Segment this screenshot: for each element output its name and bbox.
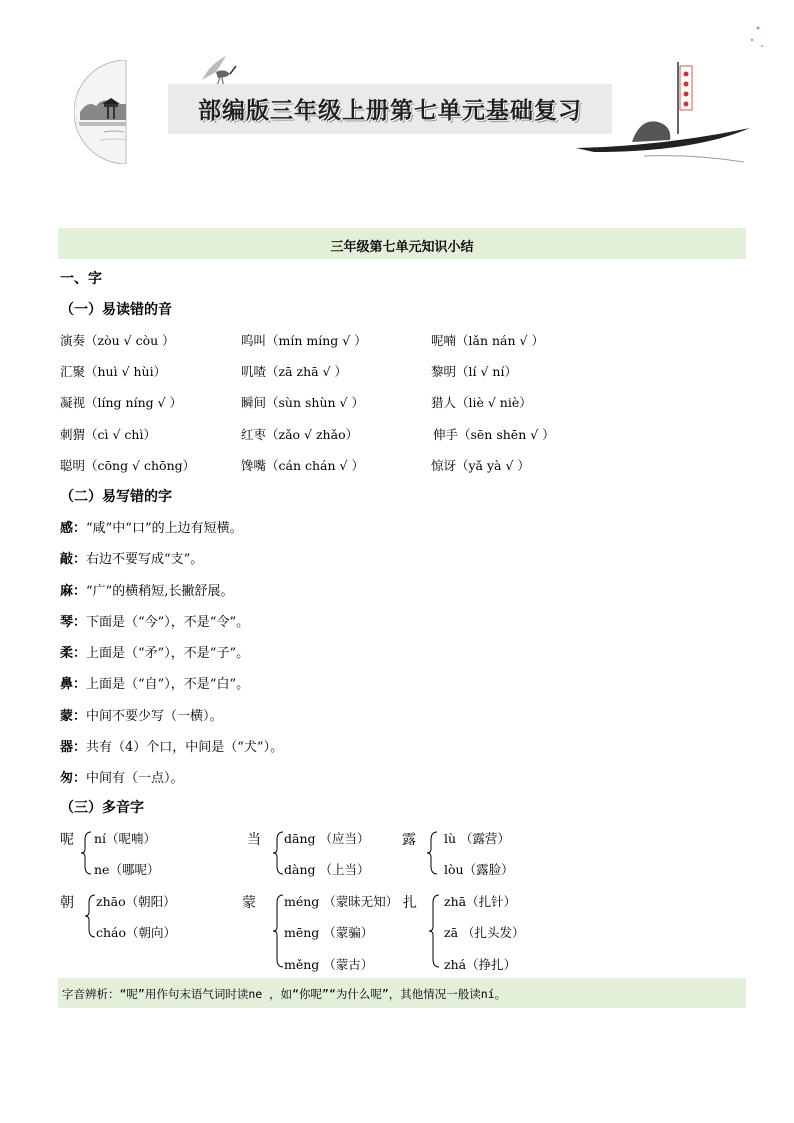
pronunciation-item: 呜叫（mín míng √ ） <box>241 333 367 348</box>
polyphonic-reading: cháo（朝向） <box>96 925 177 940</box>
writing-tip: “广”的横稍短,长撇舒展。 <box>86 584 234 599</box>
polyphonic-reading: ní（呢喃） <box>94 831 157 846</box>
pronunciation-item: 汇聚（huì √ hùi） <box>60 364 167 379</box>
brace-icon <box>426 830 438 876</box>
pronunciation-item: 红枣（zǎo √ zhǎo） <box>241 427 359 442</box>
subheading-writing: （二）易写错的字 <box>60 489 172 505</box>
pronunciation-item: 猎人（liè √ niè） <box>431 395 532 410</box>
summary-title-band <box>58 228 746 259</box>
pronunciation-item: 瞬间（sùn shùn √ ） <box>241 395 364 410</box>
writing-char: 器： <box>60 740 87 755</box>
subheading-polyphonic: （三）多音字 <box>60 800 144 816</box>
pronunciation-note: 字音辨析：“呢”用作句末语气词时读ne ，如“你呢”“为什么呢”，其他情况一般读ní。 <box>62 987 507 1001</box>
polyphonic-reading: zhā（扎针） <box>444 894 517 909</box>
section-heading-char: 一、字 <box>60 271 102 287</box>
writing-item <box>60 642 249 661</box>
pronunciation-item: 惊讶（yǎ yà √ ） <box>431 458 530 473</box>
polyphonic-reading: zhá（挣扎） <box>444 957 517 972</box>
writing-tip: 下面是（“今”），不是“令”。 <box>86 615 250 630</box>
polyphonic-reading: lòu（露脸） <box>444 862 514 877</box>
subheading-pronunciation: （一）易读错的音 <box>60 302 172 318</box>
writing-char: 匆： <box>60 771 87 786</box>
page-title: 部编版三年级上册第七单元基础复习 <box>198 98 582 124</box>
polyphonic-char: 扎 <box>403 895 417 911</box>
writing-char: 琴： <box>60 615 87 630</box>
polyphonic-reading: zhāo（朝阳） <box>96 894 176 909</box>
writing-char: 鼻： <box>60 677 87 692</box>
landscape-pavilion-icon <box>74 60 128 164</box>
pronunciation-item: 呢喃（lǎn nán √ ） <box>431 333 544 348</box>
pronunciation-item: 黎明（lí √ ní） <box>431 364 517 379</box>
brace-icon <box>428 893 440 969</box>
polyphonic-reading: ne（哪呢） <box>94 862 160 877</box>
writing-char: 敲： <box>60 552 87 567</box>
polyphonic-reading: dāng （应当） <box>284 831 370 846</box>
polyphonic-reading: mēng （蒙骗） <box>284 925 374 940</box>
polyphonic-char: 朝 <box>60 895 74 911</box>
writing-item <box>60 736 283 755</box>
writing-item <box>60 580 233 599</box>
polyphonic-reading: zā （扎头发） <box>444 925 525 940</box>
brace-icon <box>84 893 96 939</box>
writing-char: 柔： <box>60 646 87 661</box>
polyphonic-char: 蒙 <box>242 895 256 911</box>
pronunciation-item: 刺猬（cì √ chì） <box>60 427 156 442</box>
writing-item <box>60 548 203 567</box>
polyphonic-reading: méng （蒙昧无知） <box>284 894 399 909</box>
brace-icon <box>272 893 284 969</box>
summary-title: 三年级第七单元知识小结 <box>330 240 474 255</box>
writing-tip: 右边不要写成“支”。 <box>86 552 204 567</box>
polyphonic-char: 呢 <box>60 832 74 848</box>
polyphonic-char: 当 <box>247 832 261 848</box>
writing-char: 麻： <box>60 584 87 599</box>
brace-icon <box>272 830 284 876</box>
pronunciation-item: 演奏（zòu √ còu ） <box>60 333 175 348</box>
writing-tip: 中间有（一点）。 <box>86 771 184 786</box>
writing-tip: 上面是（“自”），不是“白”。 <box>86 677 250 692</box>
writing-item <box>60 705 223 724</box>
pronunciation-item: 叽喳（zā zhā √ ） <box>241 364 348 379</box>
pronunciation-item: 伸手（sēn shēn √ ） <box>433 427 555 442</box>
writing-tip: 中间不要少写（一横）。 <box>86 709 223 724</box>
petals-icon <box>748 22 768 52</box>
writing-item <box>60 767 184 786</box>
writing-char: 感： <box>60 521 87 536</box>
note-band <box>58 978 746 1008</box>
pronunciation-item: 聪明（cōng √ chōng） <box>60 458 196 473</box>
polyphonic-reading: lù （露营） <box>444 831 511 846</box>
pronunciation-item: 馋嘴（cán chán √ ） <box>241 458 364 473</box>
writing-tip: “咸”中“口”的上边有短横。 <box>86 521 243 536</box>
polyphonic-reading: dàng （上当） <box>284 862 370 877</box>
writing-tip: 共有（4）个口，中间是（“犬”）。 <box>86 740 284 755</box>
writing-item <box>60 611 249 630</box>
writing-item <box>60 517 243 536</box>
polyphonic-reading: měng （蒙古） <box>284 957 374 972</box>
writing-tip: 上面是（“矛”），不是“子”。 <box>86 646 250 661</box>
brace-icon <box>80 830 92 876</box>
pronunciation-item: 凝视（líng níng √ ） <box>60 395 183 410</box>
writing-item <box>60 673 249 692</box>
polyphonic-char: 露 <box>402 832 416 848</box>
writing-char: 蒙： <box>60 709 87 724</box>
